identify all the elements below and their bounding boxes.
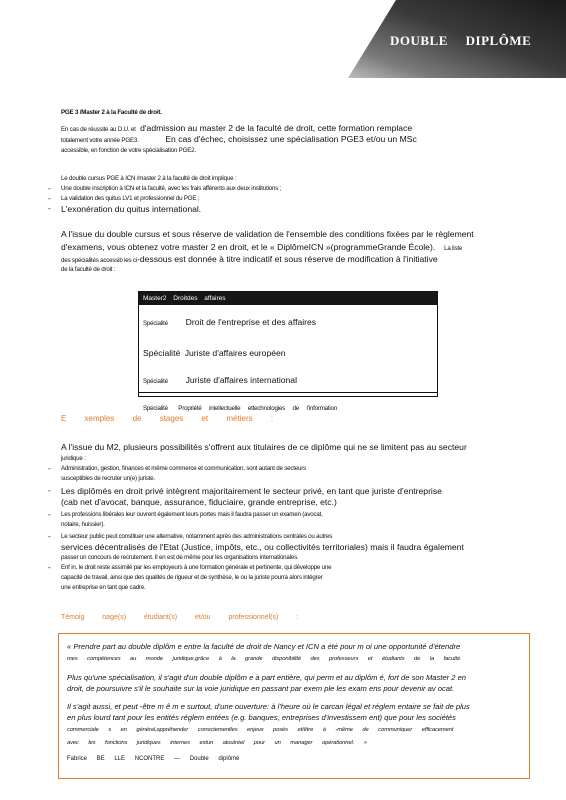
list-item-text: services décentralisés de l'Etat (Justice, impôts, etc., ou collectivités territoriales) mais il faudra également	[61, 542, 464, 552]
careers-heading: E xemples de stages et métiers :	[61, 414, 274, 423]
list-item: - Une double inscription à ICN et la faculté, avec les frais afférents aux deux institutions ;	[48, 184, 510, 194]
list-item-text: - Les diplômés en droit privé intègrent majoritairement le secteur privé, en tant que juriste d'entreprise	[61, 486, 442, 496]
list-item-text: - Enf in, le droit reste assimilé par les employeurs à une formation générale et pertinente, qui développe une	[61, 564, 332, 571]
intro-text: En cas d'échec, choisissez une spécialisation PGE3 et/ou un MSc	[165, 134, 417, 144]
list-item	[48, 563, 510, 593]
specialties-header: Master2 Droitdes affaires	[139, 292, 437, 305]
quote-text: Plus qu'une spécialisation, il s'agit d'un double diplôm e à part entière, qui perm et au diplôm é, fort de son Master 2 en	[67, 673, 467, 682]
specialties-table	[138, 291, 438, 412]
intro-line-2	[61, 133, 510, 146]
double-cursus-lead: Le double cursus PGE à ICN /master 2 à la faculté de droit implique :	[61, 175, 237, 182]
table-row	[139, 312, 437, 330]
table-row	[139, 370, 437, 388]
specialty-prefix: Spécialité	[143, 320, 168, 327]
list-item	[48, 510, 510, 530]
specialty-prefix: Spécialité	[143, 378, 168, 385]
specialty-name: Propriété intellectuelle ettechnologies de l'information	[178, 405, 338, 412]
quote-text: en plus lourd tant pour les entités réglem entées (e.g. banques, entreprises d'investissem ent) que pour les sociétés	[67, 713, 456, 722]
conditions-text: La liste	[444, 245, 463, 252]
quote-text: Il s'agit aussi, et peut -être m ê m e surtout, d'une ouverture: à l'heure où le carcan légal et réglem entaire se fait de plus	[67, 702, 470, 711]
testimony-heading: Témoig nage(s) étudiant(s) et/ou professionnel(s) :	[61, 614, 299, 621]
conditions-text: d'examens, vous obtenez votre master 2 en droit, et le « DiplômeICN »(programmeGrande École).	[61, 242, 436, 252]
list-item-text: - Administration, gestion, finances et même commerce et communication, sont autant de secteurs	[61, 465, 307, 472]
intro-text: totalement votre année PGE3.	[61, 137, 139, 144]
quote-text: « Prendre part au double diplôm e entre la faculté de droit de Nancy et ICN a été pour m oi une opportunité d'étendre	[67, 642, 461, 651]
specialty-name: Juriste d'affaires international	[185, 375, 297, 385]
quote-text: mes compétences au monde juridique,grâce à la grande disponibilité des professeurs et étudiants de la faculté.	[67, 656, 462, 662]
quote-text: avec les fonctions juridiques internes estun atoutréel pour un manager opérationnel. »	[67, 740, 367, 746]
specialty-name: Juriste d'affaires européen	[184, 348, 286, 358]
page-title: DOUBLE DIPLÔME	[390, 33, 532, 48]
intro-text: d'admission au master 2 de la faculté de droit, cette formation remplace	[140, 123, 413, 133]
careers-intro: juridique :	[61, 455, 86, 462]
quote-text: droit, de poursuivre s'il le souhaite sur la voie juridique en passant par exem ple les exam ens pour devenir av ocat.	[67, 684, 455, 693]
list-item-text: (cab net d'avocat, banque, assurance, fiduciaire, grande entreprise, etc.)	[61, 497, 337, 507]
quote-text: commerciale s en général,appréhender correctementles enjeux posés et/être à -même de communiquer efficacement	[67, 727, 454, 733]
list-item-text: une entreprise en tant que cadre.	[61, 584, 146, 591]
list-item-text: susceptibles de recruter un(e) juriste.	[61, 475, 155, 482]
intro-heading: PGE 3 /Master 2 à la Faculté de droit.	[61, 109, 162, 116]
list-item-text: capacité de travail, ainsi que des qualités de rigueur et de synthèse, le ou la juriste pourra alors intégrer	[61, 574, 323, 581]
list-item: - L'exonération du quitus international.	[48, 204, 510, 214]
careers-intro: A l'issue du M2, plusieurs possibilités s'offrent aux titulaires de ce diplôme qui ne se limitent pas au secteur	[61, 442, 467, 452]
specialty-name: Droit de l'entreprise et des affaires	[185, 317, 317, 327]
specialty-prefix: Spécialité	[143, 405, 168, 412]
table-row	[139, 392, 437, 415]
conditions-text: -dessous est donnée à titre indicatif et sous réserve de modification à l'initiative	[137, 254, 438, 264]
testimony-box	[58, 633, 530, 779]
quote-paragraph	[67, 671, 521, 693]
conditions-line-4: de la faculté de droit :	[61, 266, 116, 273]
list-item-text: - Les professions libérales leur ouvrent également leurs portes mais il faudra passer un examen (avocat,	[61, 511, 323, 518]
testimony-signature: Fabrice BE LLE NCONTRE — Double diplômé	[67, 756, 240, 762]
intro-text: En cas de réussite au D.U. et	[61, 126, 136, 133]
list-item	[48, 486, 510, 508]
list-item-text: - Le secteur public peut constituer une alternative, notamment après des administrations centrales ou autres	[61, 533, 333, 540]
list-item-text: notaire, huissier).	[61, 521, 105, 528]
table-row	[139, 343, 437, 361]
specialty-prefix: Spécialité	[143, 348, 181, 358]
quote-paragraph	[67, 640, 521, 664]
conditions-text: des spécialités accessib les ci	[61, 257, 137, 264]
list-item	[48, 464, 510, 484]
double-cursus-list	[48, 184, 510, 214]
quote-paragraph	[67, 700, 521, 748]
careers-list	[48, 464, 510, 593]
conditions-line-1: A l'issue du double cursus et sous réserve de validation de l'ensemble des conditions fixées par le règlement	[61, 229, 474, 239]
list-item	[48, 532, 510, 563]
list-item-text: passer un concours de recrutement. Il en est de même pour les organisations internationales.	[61, 554, 299, 561]
intro-line-3: accessible, en fonction de votre spécialisation PGE2.	[61, 147, 196, 154]
list-item: - La validation des quitus LV1 et professionnel du PGE ;	[48, 194, 510, 204]
